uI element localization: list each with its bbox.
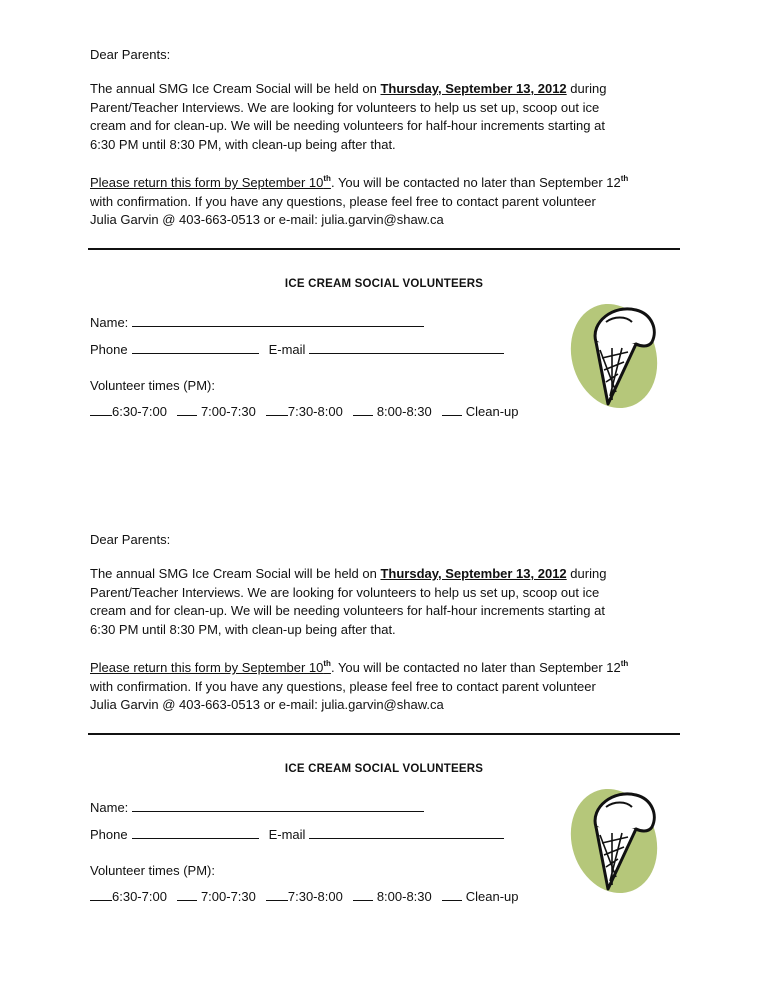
form-title: ICE CREAM SOCIAL VOLUNTEERS	[284, 278, 484, 290]
slot-label-2: 7:00-7:30	[200, 889, 256, 904]
email-blank[interactable]	[309, 341, 504, 354]
slot-label-5: Clean-up	[465, 889, 519, 904]
divider-line	[88, 733, 680, 735]
slot-blank-1[interactable]	[90, 888, 112, 901]
return-line-1: Please return this form by September 10th. You will be contacted no later than September 12th	[90, 174, 629, 190]
announcement-line-2: Parent/Teacher Interviews. We are looking for volunteers to help us set up, scoop out ice	[90, 99, 600, 115]
return-paragraph	[90, 174, 628, 230]
email-blank[interactable]	[309, 826, 504, 839]
slot-label-2: 7:00-7:30	[200, 404, 256, 419]
ice-cream-cone-icon	[566, 300, 662, 412]
announcement-line-1: The annual SMG Ice Cream Social will be held on Thursday, September 13, 2012 during	[90, 81, 607, 96]
slot-label-3: 7:30-8:00	[287, 889, 343, 904]
ice-cream-cone-icon	[566, 785, 662, 897]
announcement-line-2: Parent/Teacher Interviews. We are looking for volunteers to help us set up, scoop out ice	[90, 584, 600, 600]
slot-blank-5[interactable]	[442, 403, 462, 416]
slot-label-1: 6:30-7:00	[112, 404, 167, 419]
slot-blank-3[interactable]	[266, 888, 288, 901]
event-date: Thursday, September 13, 2012	[380, 81, 567, 96]
announcement-line-4: 6:30 PM until 8:30 PM, with clean-up being after that.	[90, 621, 396, 637]
name-blank[interactable]	[132, 799, 424, 812]
volunteer-times-label: Volunteer times (PM):	[90, 378, 215, 393]
name-field-row	[90, 799, 424, 818]
return-line-2: with confirmation. If you have any questions, please feel free to contact parent volunteer	[90, 678, 596, 694]
form-title: ICE CREAM SOCIAL VOLUNTEERS	[284, 763, 484, 775]
announcement-paragraph	[90, 80, 606, 154]
phone-email-row	[90, 826, 504, 845]
volunteer-times-row	[90, 888, 519, 907]
phone-email-row	[90, 341, 504, 360]
return-line-3: Julia Garvin @ 403-663-0513 or e-mail: julia.garvin@shaw.ca	[90, 212, 444, 227]
slot-blank-2[interactable]	[177, 888, 197, 901]
name-label: Name:	[90, 315, 129, 330]
greeting: Dear Parents:	[90, 47, 171, 62]
greeting: Dear Parents:	[90, 532, 171, 547]
announcement-line-1: The annual SMG Ice Cream Social will be held on Thursday, September 13, 2012 during	[90, 566, 607, 581]
return-line-3: Julia Garvin @ 403-663-0513 or e-mail: julia.garvin@shaw.ca	[90, 697, 444, 712]
slot-blank-4[interactable]	[353, 888, 373, 901]
announcement-line-3: cream and for clean-up. We will be needing volunteers for half-hour increments starting at	[90, 118, 605, 133]
name-label: Name:	[90, 800, 129, 815]
slot-label-1: 6:30-7:00	[112, 889, 167, 904]
divider-line	[88, 248, 680, 250]
event-date: Thursday, September 13, 2012	[380, 566, 567, 581]
volunteer-flyer-top	[0, 0, 768, 470]
name-blank[interactable]	[132, 314, 424, 327]
announcement-line-3: cream and for clean-up. We will be needing volunteers for half-hour increments starting at	[90, 603, 605, 618]
name-field-row	[90, 314, 424, 333]
volunteer-times-row	[90, 403, 519, 422]
slot-blank-3[interactable]	[266, 403, 288, 416]
announcement-paragraph	[90, 565, 606, 639]
slot-blank-2[interactable]	[177, 403, 197, 416]
slot-blank-4[interactable]	[353, 403, 373, 416]
return-line-2: with confirmation. If you have any questions, please feel free to contact parent volunteer	[90, 193, 596, 209]
slot-label-5: Clean-up	[465, 404, 519, 419]
slot-label-4: 8:00-8:30	[376, 404, 432, 419]
slot-blank-5[interactable]	[442, 888, 462, 901]
phone-blank[interactable]	[132, 826, 259, 839]
return-deadline: Please return this form by September 10th	[90, 174, 331, 190]
return-line-1: Please return this form by September 10th. You will be contacted no later than September 12th	[90, 659, 629, 675]
phone-blank[interactable]	[132, 341, 259, 354]
slot-label-3: 7:30-8:00	[287, 404, 343, 419]
return-deadline: Please return this form by September 10th	[90, 659, 331, 675]
announcement-line-4: 6:30 PM until 8:30 PM, with clean-up being after that.	[90, 136, 396, 152]
volunteer-flyer-bottom	[0, 485, 768, 955]
slot-label-4: 8:00-8:30	[376, 889, 432, 904]
email-label: E-mail	[268, 342, 306, 357]
phone-label: Phone	[90, 342, 128, 357]
return-paragraph	[90, 659, 628, 715]
email-label: E-mail	[268, 827, 306, 842]
slot-blank-1[interactable]	[90, 403, 112, 416]
phone-label: Phone	[90, 827, 128, 842]
volunteer-times-label: Volunteer times (PM):	[90, 863, 215, 878]
